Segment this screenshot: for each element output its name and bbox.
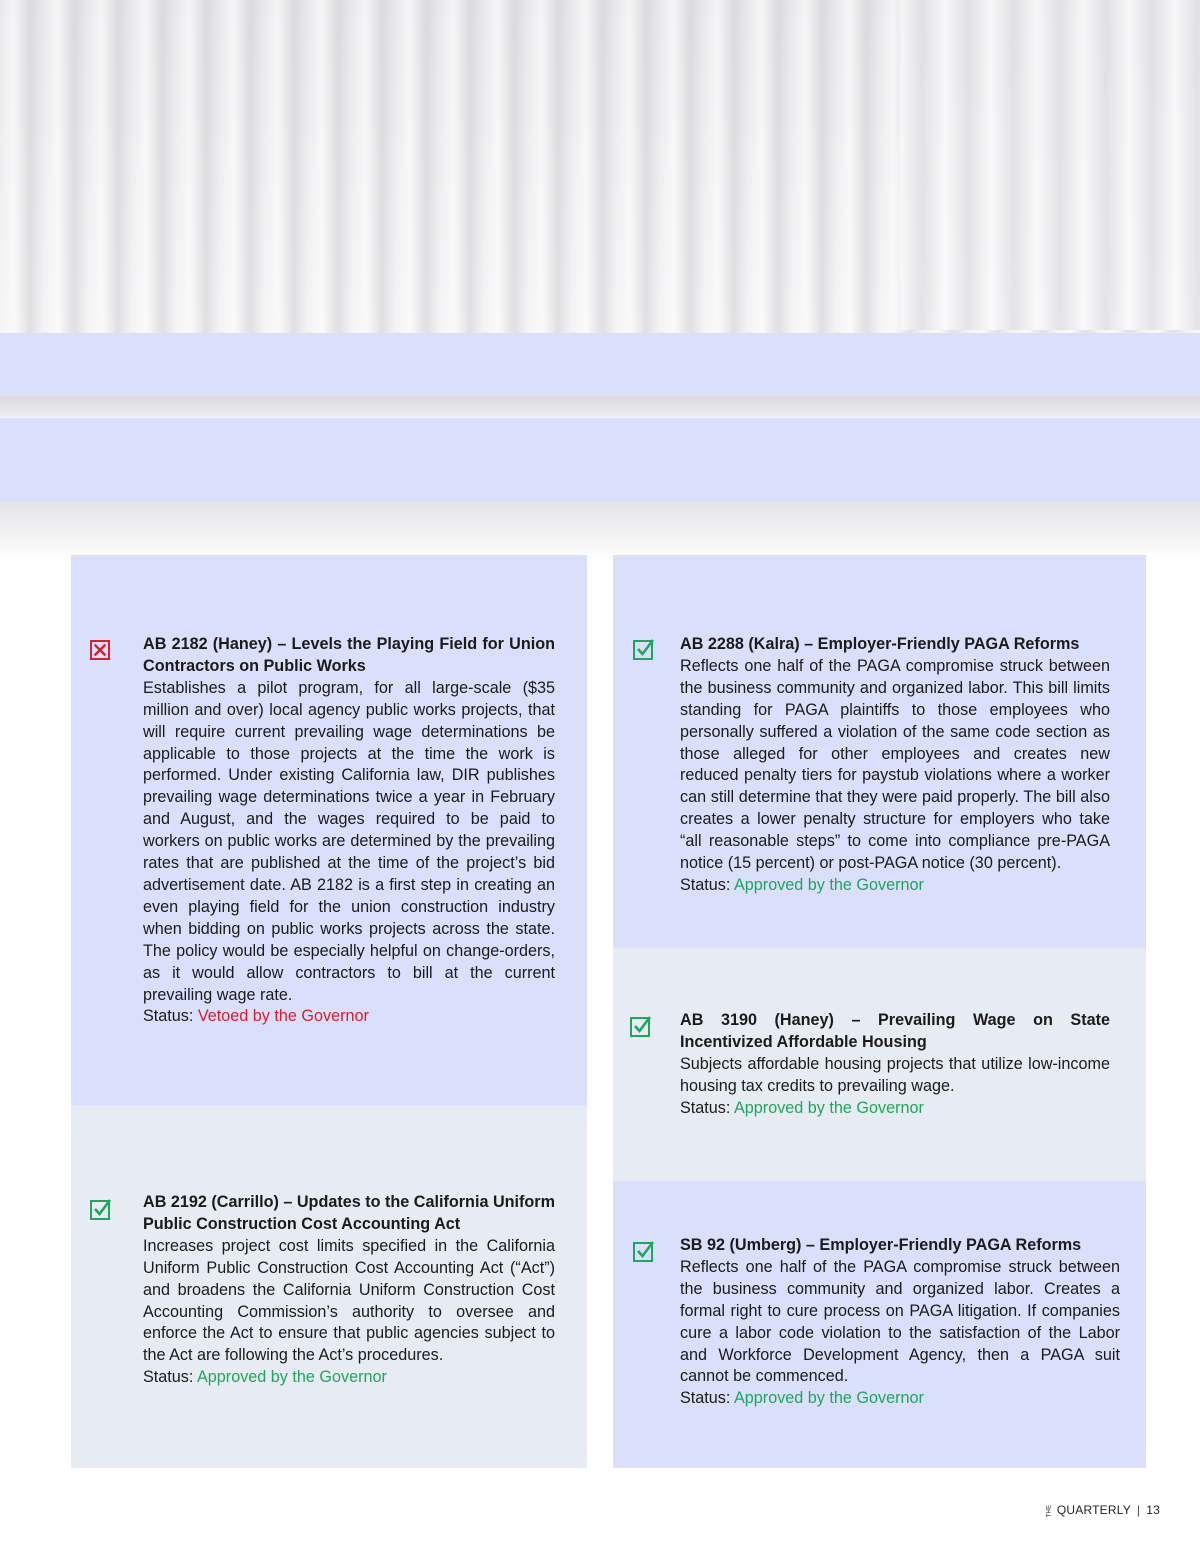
bill-title: AB 2182 (Haney) – Levels the Playing Field for Union Contractors on Public Works — [143, 635, 555, 675]
header-band-top — [0, 333, 1200, 396]
bill-entry-ab2288 — [680, 634, 1110, 897]
status-label: Status: — [680, 875, 734, 894]
bill-title: AB 2192 (Carrillo) – Updates to the California Uniform Public Construction Cost Accounting Act — [143, 1193, 555, 1233]
bill-entry-ab2182 — [143, 634, 555, 1028]
approved-check-icon — [633, 1240, 655, 1262]
bill-title: SB 92 (Umberg) – Employer-Friendly PAGA Reforms — [680, 1236, 1082, 1254]
column-capital-band — [0, 396, 1200, 418]
status-value: Vetoed by the Governor — [197, 1007, 369, 1026]
approved-check-icon — [633, 638, 655, 660]
status-label: Status: — [680, 1389, 734, 1408]
approved-check-icon — [630, 1015, 652, 1037]
page-footer — [1043, 1503, 1160, 1517]
magazine-name: QUARTERLY — [1056, 1503, 1131, 1517]
status-value: Approved by the Governor — [734, 875, 924, 894]
bill-description: Reflects one half of the PAGA compromise struck between the business community and organized labor. This bill limits standing for PAGA plaintiffs to those employees who personally suffered a violation of the same code section as those alleged for other employees and creates new reduced penalty tiers for paystub violations where a worker can still determine that they were paid properly. The bill also creates a lower penalty structure for employers who take “all reasonable steps” to come into compliance pre-PAGA notice (15 percent) or post-PAGA notice (30 percent). — [680, 656, 1110, 873]
bill-description: Establishes a pilot program, for all large-scale ($35 million and over) local agency public works projects, that will require current prevailing wage determinations be applicable to those projects at the time the work is performed. Under existing California law, DIR publishes prevailing wage determinations twice a year in February and August, and the wages required to be paid to workers on public works are determined by the prevailing rates that are published at the time of the project’s bid advertisement date. AB 2182 is a first step in creating an even playing field for the union construction industry when bidding on public works projects across the state. The policy would be especially helpful on change-orders, as it would allow contractors to bill at the current prevailing wage rate. — [143, 678, 555, 1004]
approved-check-icon — [90, 1198, 112, 1220]
status-value: Approved by the Governor — [734, 1389, 924, 1408]
column-base — [0, 502, 1200, 562]
bill-status — [680, 875, 1110, 897]
column-shaft — [900, 0, 1200, 330]
bill-status — [143, 1006, 555, 1028]
status-label: Status: — [680, 1098, 734, 1117]
page-number: 13 — [1146, 1503, 1160, 1517]
vetoed-x-icon — [90, 640, 110, 660]
bill-description: Reflects one half of the PAGA compromise struck between the business community and organized labor. Creates a formal right to cure process on PAGA litigation. If companies cure a labor code violation to the satisfaction of the Labor and Workforce Development Agency, then a PAGA suit cannot be commenced. — [680, 1257, 1120, 1386]
status-value: Approved by the Governor — [734, 1098, 924, 1117]
status-label: Status: — [143, 1368, 197, 1387]
status-value: Approved by the Governor — [197, 1368, 387, 1387]
bill-description: Subjects affordable housing projects that utilize low-income housing tax credits to prevailing wage. — [680, 1054, 1110, 1095]
magazine-prefix: THE — [1046, 1504, 1053, 1518]
bill-entry-ab3190 — [680, 1010, 1110, 1120]
bill-entry-sb92 — [680, 1235, 1120, 1410]
header-band-bottom — [0, 418, 1200, 502]
bill-title: AB 3190 (Haney) – Prevailing Wage on State Incentivized Affordable Housing — [680, 1011, 1110, 1051]
bill-status — [680, 1098, 1110, 1120]
status-label: Status: — [143, 1007, 198, 1026]
bill-status — [680, 1388, 1120, 1410]
bill-entry-ab2192 — [143, 1192, 555, 1389]
bill-status — [143, 1367, 555, 1389]
bill-description: Increases project cost limits specified in the California Uniform Public Construction Cost Accounting Act (“Act”) and broadens the California Uniform Construction Cost Accounting Commission’s authority to oversee and enforce the Act to ensure that public agencies subject to the Act are following the Act’s procedures. — [143, 1236, 555, 1365]
bill-title: AB 2288 (Kalra) – Employer-Friendly PAGA Reforms — [680, 635, 1080, 653]
footer-separator: | — [1136, 1503, 1141, 1517]
